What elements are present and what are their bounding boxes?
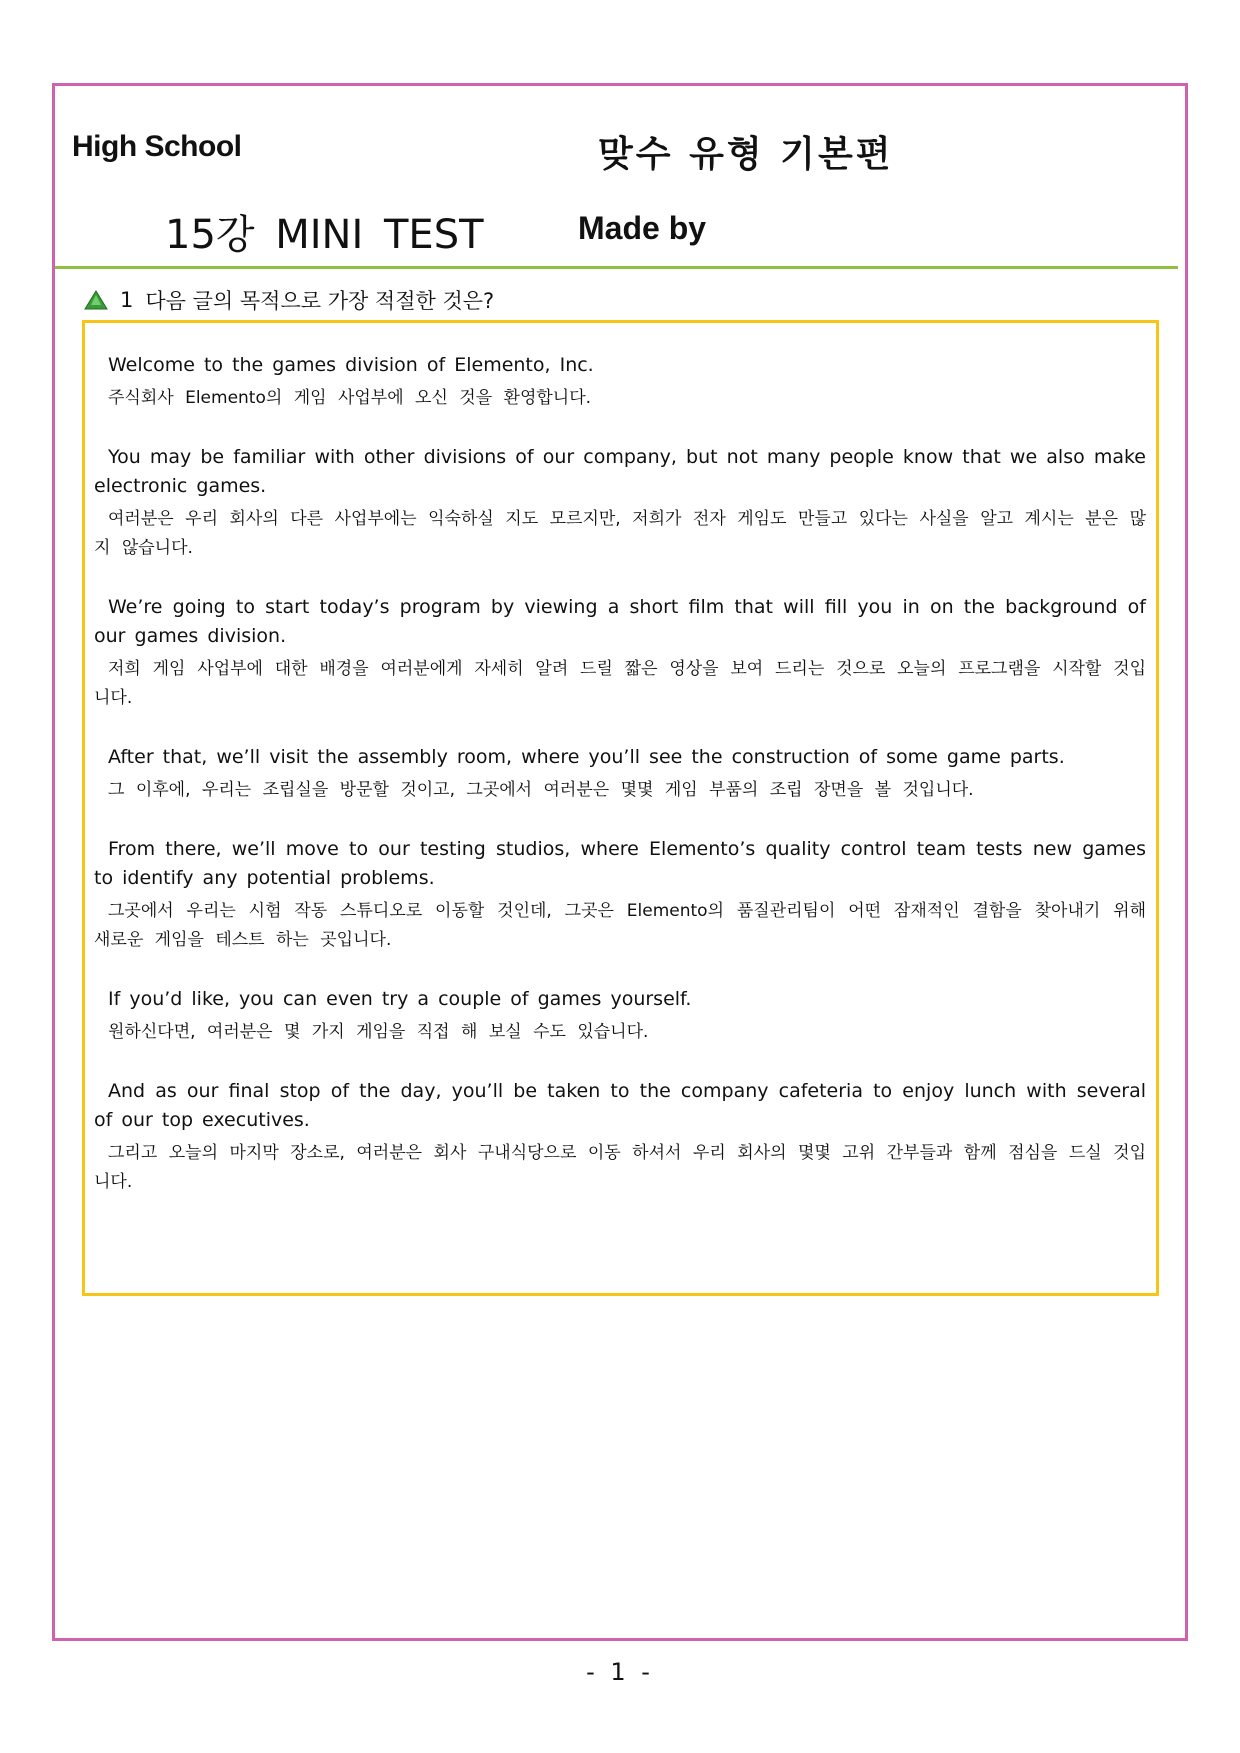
passage-block: [94, 351, 1146, 413]
passage-korean: 그리고 오늘의 마지막 장소로, 여러분은 회사 구내식당으로 이동 하셔서 우리 회사의 몇몇 고위 간부들과 함께 점심을 드실 것입니다.: [94, 1143, 1146, 1192]
test-title: 15강 MINI TEST: [165, 212, 484, 258]
passage-korean: 저희 게임 사업부에 대한 배경을 여러분에게 자세히 알려 드릴 짧은 영상을 보여 드리는 것으로 오늘의 프로그램을 시작할 것입니다.: [94, 659, 1146, 708]
question-heading: [84, 285, 494, 315]
page-number: - 1 -: [586, 1658, 654, 1686]
passage-block: [94, 593, 1146, 713]
passage-block: [94, 743, 1146, 805]
header-divider: [55, 266, 1178, 269]
passage-english: We’re going to start today’s program by viewing a short film that will fill you in on the background of our games division.: [94, 596, 1146, 647]
passage-korean: 원하신다면, 여러분은 몇 가지 게임을 직접 해 보실 수도 있습니다.: [108, 1022, 649, 1042]
passage-english: If you’d like, you can even try a couple of games yourself.: [108, 988, 692, 1010]
passage-korean: 그곳에서 우리는 시험 작동 스튜디오로 이동할 것인데, 그곳은 Elemento의 품질관리팀이 어떤 잠재적인 결함을 찾아내기 위해 새로운 게임을 테스트 하는 곳입니다.: [94, 901, 1146, 950]
passage-english: From there, we’ll move to our testing studios, where Elemento’s quality control team tests new games to identify any potential problems.: [94, 838, 1146, 889]
passage-korean: 여러분은 우리 회사의 다른 사업부에는 익숙하실 지도 모르지만, 저희가 전자 게임도 만들고 있다는 사실을 알고 계시는 분은 많지 않습니다.: [94, 509, 1146, 558]
passage-korean: 그 이후에, 우리는 조립실을 방문할 것이고, 그곳에서 여러분은 몇몇 게임 부품의 조립 장면을 볼 것입니다.: [108, 780, 974, 800]
passage-korean: 주식회사 Elemento의 게임 사업부에 오신 것을 환영합니다.: [108, 388, 592, 408]
green-triangle-icon: [84, 290, 108, 310]
series-label: High School: [72, 130, 242, 163]
passage-box: [82, 320, 1159, 1296]
passage-english: You may be familiar with other divisions of our company, but not many people know that we also make electronic games.: [94, 446, 1146, 497]
question-text: 다음 글의 목적으로 가장 적절한 것은?: [145, 289, 495, 313]
passage-english: And as our final stop of the day, you’ll be taken to the company cafeteria to enjoy lunch with several of our top executives.: [94, 1080, 1146, 1131]
passage-block: [94, 985, 1146, 1047]
author-label: Made by: [578, 210, 707, 246]
passage-english: Welcome to the games division of Elemento, Inc.: [108, 354, 594, 376]
passage-english: After that, we’ll visit the assembly room, where you’ll see the construction of some game parts.: [108, 746, 1065, 768]
passage-block: [94, 443, 1146, 563]
passage-block: [94, 1077, 1146, 1197]
question-number: 1: [120, 288, 134, 312]
passage-block: [94, 835, 1146, 955]
edition-title: 맞수 유형 기본편: [598, 134, 894, 175]
